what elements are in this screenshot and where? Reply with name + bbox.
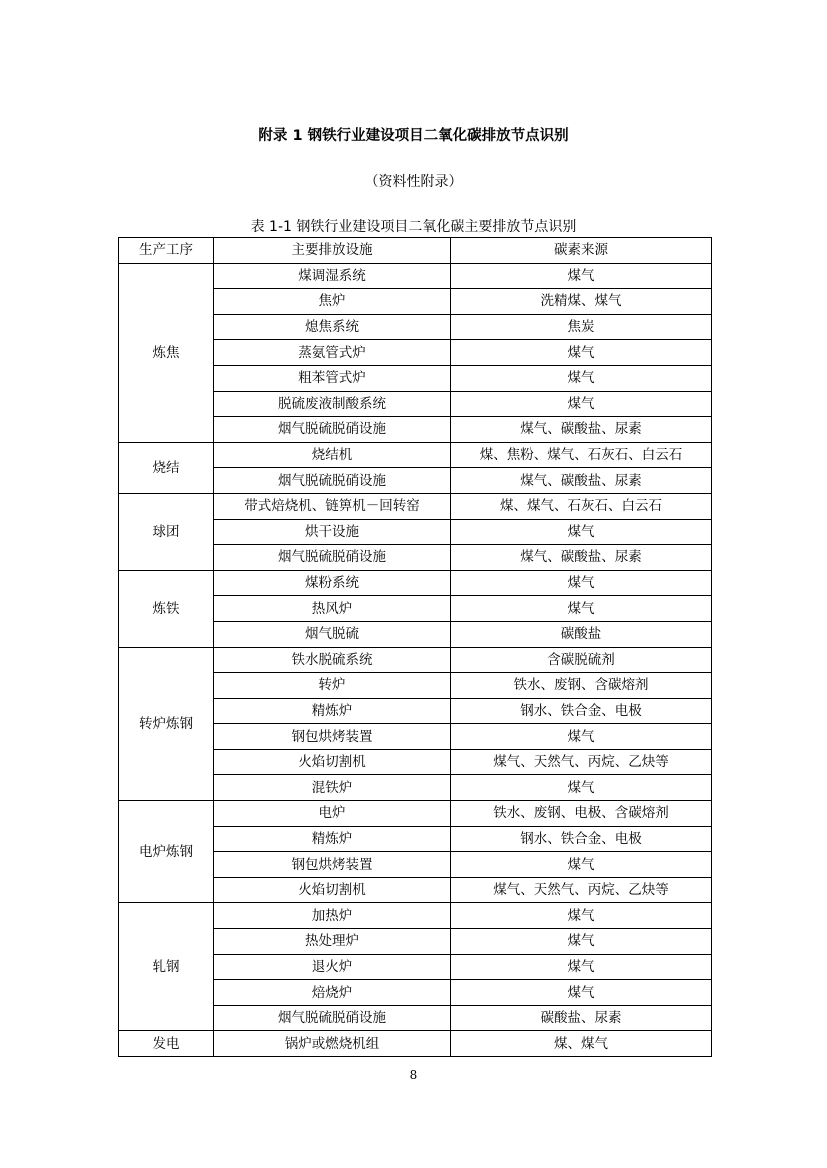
carbon-source-cell: 洗精煤、煤气	[451, 289, 712, 315]
process-cell: 烧结	[119, 442, 214, 493]
facility-cell: 煤调湿系统	[214, 263, 451, 289]
facility-cell: 混铁炉	[214, 775, 451, 801]
emission-nodes-table	[118, 237, 712, 1057]
table-row	[119, 1031, 712, 1057]
facility-cell: 焦炉	[214, 289, 451, 315]
carbon-source-cell: 含碳脱硫剂	[451, 647, 712, 673]
carbon-source-cell: 煤、煤气、石灰石、白云石	[451, 493, 712, 519]
header-carbon-source: 碳素来源	[451, 238, 712, 264]
facility-cell: 烟气脱硫脱硝设施	[214, 417, 451, 443]
facility-cell: 铁水脱硫系统	[214, 647, 451, 673]
carbon-source-cell: 煤气	[451, 263, 712, 289]
carbon-source-cell: 煤气	[451, 570, 712, 596]
process-cell: 轧钢	[119, 903, 214, 1031]
carbon-source-cell: 焦炭	[451, 314, 712, 340]
process-cell: 电炉炼钢	[119, 801, 214, 903]
header-row	[119, 238, 712, 264]
table-row	[119, 903, 712, 929]
carbon-source-cell: 煤气	[451, 980, 712, 1006]
facility-cell: 熄焦系统	[214, 314, 451, 340]
facility-cell: 热处理炉	[214, 929, 451, 955]
table-body	[119, 263, 712, 1056]
table-header	[119, 238, 712, 264]
carbon-source-cell: 煤气	[451, 852, 712, 878]
facility-cell: 转炉	[214, 673, 451, 699]
table-row	[119, 570, 712, 596]
facility-cell: 烟气脱硫	[214, 621, 451, 647]
carbon-source-cell: 煤气	[451, 391, 712, 417]
carbon-source-cell: 煤气	[451, 929, 712, 955]
carbon-source-cell: 煤气	[451, 724, 712, 750]
carbon-source-cell: 煤气	[451, 519, 712, 545]
header-process: 生产工序	[119, 238, 214, 264]
facility-cell: 烟气脱硫脱硝设施	[214, 468, 451, 494]
page-number: 8	[409, 1068, 418, 1082]
facility-cell: 烧结机	[214, 442, 451, 468]
facility-cell: 锅炉或燃烧机组	[214, 1031, 451, 1057]
table-caption: 表 1-1 钢铁行业建设项目二氧化碳主要排放节点识别	[250, 219, 577, 235]
carbon-source-cell: 铁水、废钢、含碳熔剂	[451, 673, 712, 699]
facility-cell: 粗苯管式炉	[214, 365, 451, 391]
facility-cell: 火焰切割机	[214, 749, 451, 775]
table-row	[119, 647, 712, 673]
carbon-source-cell: 煤、煤气	[451, 1031, 712, 1057]
carbon-source-cell: 碳酸盐、尿素	[451, 1005, 712, 1031]
table-row	[119, 801, 712, 827]
process-cell: 转炉炼钢	[119, 647, 214, 801]
process-cell: 炼铁	[119, 570, 214, 647]
table-row	[119, 263, 712, 289]
facility-cell: 钢包烘烤装置	[214, 852, 451, 878]
carbon-source-cell: 煤气	[451, 775, 712, 801]
facility-cell: 蒸氨管式炉	[214, 340, 451, 366]
facility-cell: 焙烧炉	[214, 980, 451, 1006]
carbon-source-cell: 煤气	[451, 596, 712, 622]
carbon-source-cell: 煤、焦粉、煤气、石灰石、白云石	[451, 442, 712, 468]
facility-cell: 精炼炉	[214, 698, 451, 724]
facility-cell: 烟气脱硫脱硝设施	[214, 1005, 451, 1031]
process-cell: 炼焦	[119, 263, 214, 442]
process-cell: 发电	[119, 1031, 214, 1057]
header-facility: 主要排放设施	[214, 238, 451, 264]
facility-cell: 退火炉	[214, 954, 451, 980]
facility-cell: 钢包烘烤装置	[214, 724, 451, 750]
appendix-title: 附录 1 钢铁行业建设项目二氧化碳排放节点识别	[258, 128, 569, 144]
carbon-source-cell: 碳酸盐	[451, 621, 712, 647]
carbon-source-cell: 煤气、碳酸盐、尿素	[451, 417, 712, 443]
carbon-source-cell: 煤气	[451, 954, 712, 980]
carbon-source-cell: 钢水、铁合金、电极	[451, 698, 712, 724]
facility-cell: 带式焙烧机、链箅机－回转窑	[214, 493, 451, 519]
table-row	[119, 442, 712, 468]
facility-cell: 精炼炉	[214, 826, 451, 852]
facility-cell: 火焰切割机	[214, 877, 451, 903]
process-cell: 球团	[119, 493, 214, 570]
carbon-source-cell: 煤气、碳酸盐、尿素	[451, 468, 712, 494]
facility-cell: 热风炉	[214, 596, 451, 622]
facility-cell: 加热炉	[214, 903, 451, 929]
facility-cell: 烟气脱硫脱硝设施	[214, 545, 451, 571]
carbon-source-cell: 钢水、铁合金、电极	[451, 826, 712, 852]
carbon-source-cell: 铁水、废钢、电极、含碳熔剂	[451, 801, 712, 827]
facility-cell: 脱硫废液制酸系统	[214, 391, 451, 417]
carbon-source-cell: 煤气、碳酸盐、尿素	[451, 545, 712, 571]
carbon-source-cell: 煤气	[451, 365, 712, 391]
carbon-source-cell: 煤气、天然气、丙烷、乙炔等	[451, 877, 712, 903]
carbon-source-cell: 煤气	[451, 903, 712, 929]
appendix-subtitle: （资料性附录）	[364, 174, 463, 190]
carbon-source-cell: 煤气	[451, 340, 712, 366]
facility-cell: 煤粉系统	[214, 570, 451, 596]
facility-cell: 烘干设施	[214, 519, 451, 545]
table-row	[119, 493, 712, 519]
facility-cell: 电炉	[214, 801, 451, 827]
carbon-source-cell: 煤气、天然气、丙烷、乙炔等	[451, 749, 712, 775]
